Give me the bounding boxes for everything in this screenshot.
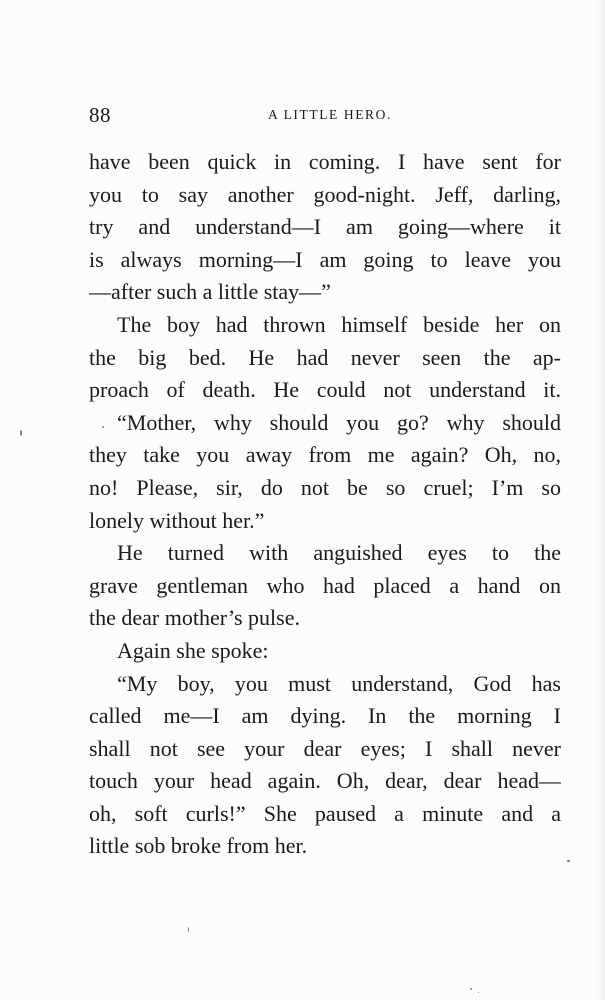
paragraph-start-line: “My boy, you must understand, God has [117, 670, 561, 696]
print-speck [20, 430, 22, 436]
text-line: try and understand—I am going—where it [89, 214, 561, 240]
text-line: little sob broke from her. [89, 833, 308, 859]
text-line: —after such a little stay—” [89, 279, 331, 305]
text-line: the big bed. He had never seen the ap- [89, 344, 561, 370]
text-line: they take you away from me again? Oh, no, [89, 442, 561, 468]
paragraph-start-line: He turned with anguished eyes to the [117, 540, 561, 566]
page-number: 88 [89, 103, 111, 127]
text-line: lonely without her.” [89, 507, 265, 533]
text-line: have been quick in coming. I have sent for [89, 149, 561, 174]
page-header [89, 103, 561, 131]
text-line: shall not see your dear eyes; I shall never [89, 735, 561, 761]
running-title: A LITTLE HERO. [267, 107, 392, 122]
body-text [89, 146, 561, 863]
page-edge-shadow [595, 0, 605, 1000]
text-line: no! Please, sir, do not be so cruel; I’m so [89, 474, 561, 500]
text-line: is always morning—I am going to leave you [89, 246, 561, 272]
paragraph-start-line: “Mother, why should you go? why should [117, 409, 561, 435]
text-line: the dear mother’s pulse. [89, 605, 300, 631]
print-speck [478, 992, 479, 993]
text-line: called me—I am dying. In the morning I [89, 703, 561, 729]
text-line: touch your head again. Oh, dear, dear head— [89, 768, 561, 794]
text-line: you to say another good-night. Jeff, darling, [89, 181, 561, 207]
print-speck [567, 860, 570, 862]
paragraph-start-line: Again she spoke: [117, 637, 269, 663]
text-line: grave gentleman who had placed a hand on [89, 572, 561, 598]
print-speck [188, 927, 189, 932]
print-speck [102, 426, 104, 428]
text-line: proach of death. He could not understand it. [89, 377, 561, 403]
print-speck [470, 988, 472, 990]
text-line: oh, soft curls!” She paused a minute and a [89, 800, 561, 826]
paragraph-start-line: The boy had thrown himself beside her on [117, 311, 561, 337]
